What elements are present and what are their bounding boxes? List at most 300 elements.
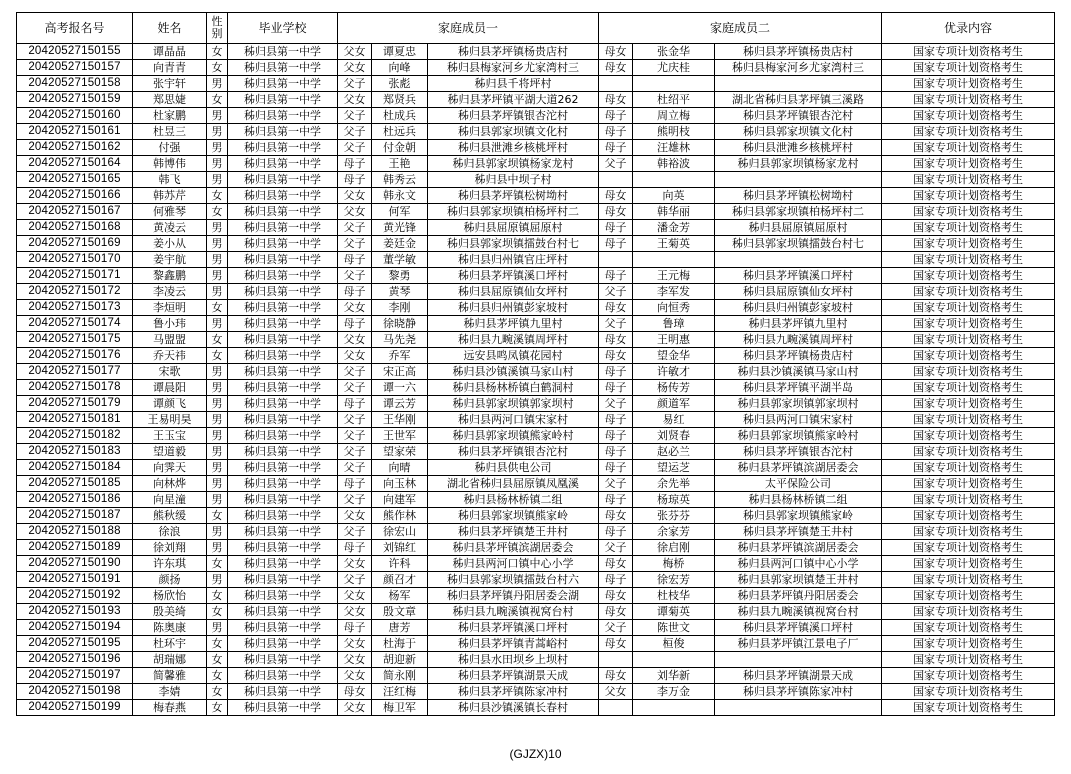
cell-member-two-address: 秭归县两河口镇中心小学 [715,556,882,572]
cell-student-name: 徐浪 [133,524,207,540]
cell-relation-two: 母子 [599,236,633,252]
cell-member-one-address: 秭归县郭家坝镇文化村 [428,124,599,140]
cell-member-one-name: 杜海于 [372,636,428,652]
table-row [17,348,1055,364]
cell-member-one-name: 徐晓静 [372,316,428,332]
cell-member-one-address: 秭归县茅坪镇溪口坪村 [428,620,599,636]
cell-student-name: 梅春燕 [133,700,207,716]
cell-member-one-name: 杜成兵 [372,108,428,124]
cell-relation-one: 母子 [338,284,372,300]
cell-member-two-name: 李万金 [633,684,715,700]
cell-sex: 女 [207,684,228,700]
table-row [17,156,1055,172]
cell-exam-id: 20420527150160 [17,108,133,124]
cell-school: 秭归县第一中学 [228,412,338,428]
cell-member-one-name: 徐宏山 [372,524,428,540]
cell-category: 国家专项计划资格考生 [882,124,1055,140]
cell-member-one-name: 杜远兵 [372,124,428,140]
cell-category: 国家专项计划资格考生 [882,700,1055,716]
cell-category: 国家专项计划资格考生 [882,76,1055,92]
cell-category: 国家专项计划资格考生 [882,156,1055,172]
cell-school: 秭归县第一中学 [228,700,338,716]
cell-member-one-address: 秭归县沙镇溪镇长春村 [428,700,599,716]
cell-exam-id: 20420527150169 [17,236,133,252]
cell-member-one-address: 秭归县茅坪镇滨湖居委会 [428,540,599,556]
cell-student-name: 韩飞 [133,172,207,188]
cell-exam-id: 20420527150185 [17,476,133,492]
cell-member-two-name: 陈世文 [633,620,715,636]
cell-sex: 男 [207,524,228,540]
cell-sex: 男 [207,220,228,236]
cell-sex: 女 [207,332,228,348]
cell-student-name: 王易明昊 [133,412,207,428]
cell-member-two-address: 秭归县郭家坝镇杨家龙村 [715,156,882,172]
table-row [17,428,1055,444]
cell-member-two-name: 刘贤春 [633,428,715,444]
cell-member-two-address: 秭归县屈原镇屈原村 [715,220,882,236]
cell-member-two-name: 余家芳 [633,524,715,540]
table-row [17,284,1055,300]
cell-relation-two: 父子 [599,620,633,636]
table-row [17,636,1055,652]
cell-school: 秭归县第一中学 [228,76,338,92]
cell-member-two-address: 秭归县杨林桥镇二组 [715,492,882,508]
cell-member-one-name: 韩永文 [372,188,428,204]
header-id: 高考报名号 [17,13,133,44]
cell-exam-id: 20420527150166 [17,188,133,204]
header-sex: 性别 [207,13,228,44]
cell-school: 秭归县第一中学 [228,444,338,460]
cell-school: 秭归县第一中学 [228,636,338,652]
cell-member-two-name: 赵必兰 [633,444,715,460]
cell-relation-two: 母子 [599,364,633,380]
cell-relation-one: 父子 [338,524,372,540]
cell-student-name: 付强 [133,140,207,156]
cell-member-one-name: 向玉林 [372,476,428,492]
table-row [17,556,1055,572]
table-row [17,524,1055,540]
cell-sex: 男 [207,108,228,124]
table-row [17,76,1055,92]
cell-student-name: 马盟盟 [133,332,207,348]
page-footer: (GJZX)10 [509,747,562,761]
cell-sex: 男 [207,124,228,140]
cell-relation-one: 父子 [338,364,372,380]
cell-relation-one: 父女 [338,188,372,204]
cell-student-name: 李凌云 [133,284,207,300]
cell-member-one-name: 张彪 [372,76,428,92]
table-row [17,572,1055,588]
cell-relation-two: 母女 [599,556,633,572]
cell-relation-two: 父子 [599,316,633,332]
table-row [17,540,1055,556]
cell-exam-id: 20420527150190 [17,556,133,572]
enrollment-table [16,12,1055,716]
cell-sex: 女 [207,604,228,620]
cell-member-two-name [633,76,715,92]
cell-exam-id: 20420527150159 [17,92,133,108]
cell-relation-one: 父女 [338,60,372,76]
cell-relation-two [599,252,633,268]
cell-category: 国家专项计划资格考生 [882,364,1055,380]
cell-member-one-address: 秭归县九畹溪镇周坪村 [428,332,599,348]
cell-relation-two: 母子 [599,428,633,444]
cell-relation-two: 父子 [599,540,633,556]
cell-member-one-name: 颜召才 [372,572,428,588]
cell-category: 国家专项计划资格考生 [882,268,1055,284]
cell-member-one-address: 秭归县梅家河乡尤家湾村三 [428,60,599,76]
cell-member-two-name [633,652,715,668]
cell-sex: 女 [207,92,228,108]
cell-member-two-name: 徐宏芳 [633,572,715,588]
cell-category: 国家专项计划资格考生 [882,668,1055,684]
cell-student-name: 望道毅 [133,444,207,460]
cell-student-name: 姜小从 [133,236,207,252]
table-row [17,508,1055,524]
cell-exam-id: 20420527150157 [17,60,133,76]
cell-member-two-address: 秭归县茅坪镇杨贵店村 [715,348,882,364]
cell-student-name: 韩苏芹 [133,188,207,204]
cell-member-two-name: 王元梅 [633,268,715,284]
cell-relation-one: 父女 [338,636,372,652]
cell-member-one-address: 秭归县茅坪镇楚王井村 [428,524,599,540]
cell-relation-two: 母女 [599,348,633,364]
cell-sex: 男 [207,492,228,508]
cell-school: 秭归县第一中学 [228,492,338,508]
cell-school: 秭归县第一中学 [228,108,338,124]
cell-school: 秭归县第一中学 [228,204,338,220]
table-row [17,652,1055,668]
header-category: 优录内容 [882,13,1055,44]
cell-exam-id: 20420527150186 [17,492,133,508]
cell-sex: 女 [207,60,228,76]
cell-student-name: 黎鑫鹏 [133,268,207,284]
cell-school: 秭归县第一中学 [228,604,338,620]
cell-exam-id: 20420527150198 [17,684,133,700]
cell-member-one-address: 秭归县屈原镇屈原村 [428,220,599,236]
cell-member-two-address: 秭归县郭家坝镇熊家岭 [715,508,882,524]
cell-relation-two: 母女 [599,508,633,524]
cell-member-two-address: 秭归县郭家坝镇熊家岭村 [715,428,882,444]
cell-member-one-name: 郑贤兵 [372,92,428,108]
cell-relation-one: 母子 [338,252,372,268]
cell-exam-id: 20420527150188 [17,524,133,540]
cell-student-name: 向林烨 [133,476,207,492]
cell-exam-id: 20420527150181 [17,412,133,428]
cell-relation-two: 母子 [599,572,633,588]
cell-category: 国家专项计划资格考生 [882,380,1055,396]
cell-member-one-address: 秭归县泄滩乡核桃坪村 [428,140,599,156]
cell-member-one-address: 秭归县茅坪镇九里村 [428,316,599,332]
cell-school: 秭归县第一中学 [228,252,338,268]
cell-member-one-name: 王艳 [372,156,428,172]
cell-category: 国家专项计划资格考生 [882,348,1055,364]
cell-member-one-address: 秭归县沙镇溪镇马家山村 [428,364,599,380]
cell-category: 国家专项计划资格考生 [882,252,1055,268]
cell-category: 国家专项计划资格考生 [882,44,1055,60]
cell-school: 秭归县第一中学 [228,572,338,588]
cell-member-one-address: 秭归县郭家坝镇擂鼓台村六 [428,572,599,588]
cell-exam-id: 20420527150158 [17,76,133,92]
table-row [17,604,1055,620]
cell-school: 秭归县第一中学 [228,220,338,236]
cell-exam-id: 20420527150195 [17,636,133,652]
cell-relation-two: 母子 [599,460,633,476]
cell-school: 秭归县第一中学 [228,540,338,556]
cell-relation-two: 父子 [599,284,633,300]
cell-member-two-name: 徐启刚 [633,540,715,556]
cell-relation-two [599,700,633,716]
cell-relation-two: 母子 [599,268,633,284]
cell-relation-two: 母子 [599,380,633,396]
cell-student-name: 宋歌 [133,364,207,380]
cell-sex: 男 [207,236,228,252]
cell-student-name: 谭晶晶 [133,44,207,60]
table-row [17,268,1055,284]
cell-member-two-name: 易红 [633,412,715,428]
cell-member-two-name: 杨传芳 [633,380,715,396]
cell-school: 秭归县第一中学 [228,156,338,172]
cell-category: 国家专项计划资格考生 [882,396,1055,412]
cell-exam-id: 20420527150193 [17,604,133,620]
cell-student-name: 乔天祎 [133,348,207,364]
cell-member-one-address: 秭归县茅坪镇杨贵店村 [428,44,599,60]
cell-category: 国家专项计划资格考生 [882,476,1055,492]
cell-category: 国家专项计划资格考生 [882,220,1055,236]
cell-member-one-name: 胡迎新 [372,652,428,668]
cell-relation-two: 母子 [599,444,633,460]
cell-student-name: 杜家鹏 [133,108,207,124]
cell-category: 国家专项计划资格考生 [882,684,1055,700]
cell-member-one-address: 秭归县屈原镇仙女坪村 [428,284,599,300]
cell-relation-one: 母子 [338,316,372,332]
cell-exam-id: 20420527150173 [17,300,133,316]
cell-relation-one: 父子 [338,140,372,156]
cell-member-one-name: 董学敏 [372,252,428,268]
table-row [17,220,1055,236]
cell-exam-id: 20420527150175 [17,332,133,348]
cell-category: 国家专项计划资格考生 [882,588,1055,604]
cell-member-two-name [633,252,715,268]
cell-sex: 男 [207,140,228,156]
cell-sex: 女 [207,556,228,572]
cell-category: 国家专项计划资格考生 [882,92,1055,108]
cell-school: 秭归县第一中学 [228,300,338,316]
cell-relation-two: 父女 [599,684,633,700]
cell-member-one-name: 殷文章 [372,604,428,620]
cell-school: 秭归县第一中学 [228,124,338,140]
cell-relation-one: 父女 [338,652,372,668]
cell-exam-id: 20420527150178 [17,380,133,396]
cell-member-one-name: 谭一六 [372,380,428,396]
cell-category: 国家专项计划资格考生 [882,188,1055,204]
cell-member-one-name: 王世军 [372,428,428,444]
cell-member-two-address: 秭归县九畹溪镇周坪村 [715,332,882,348]
cell-member-two-address [715,652,882,668]
cell-member-two-address: 秭归县茅坪镇丹阳居委会 [715,588,882,604]
cell-member-one-name: 韩秀云 [372,172,428,188]
cell-exam-id: 20420527150187 [17,508,133,524]
cell-school: 秭归县第一中学 [228,620,338,636]
cell-relation-two: 母子 [599,412,633,428]
cell-relation-two: 父子 [599,476,633,492]
cell-relation-two: 母女 [599,188,633,204]
cell-member-one-address: 秭归县郭家坝镇熊家岭 [428,508,599,524]
cell-member-two-name: 向恒秀 [633,300,715,316]
cell-school: 秭归县第一中学 [228,668,338,684]
cell-member-two-address: 秭归县茅坪镇溪口坪村 [715,268,882,284]
cell-school: 秭归县第一中学 [228,460,338,476]
cell-member-two-name: 韩裕波 [633,156,715,172]
cell-member-two-name: 梅桥 [633,556,715,572]
cell-member-one-address: 秭归县茅坪镇银杏沱村 [428,108,599,124]
cell-member-one-address: 秭归县郭家坝镇熊家岭村 [428,428,599,444]
cell-member-two-name: 杨琼英 [633,492,715,508]
cell-relation-one: 母子 [338,540,372,556]
cell-member-two-address: 太平保险公司 [715,476,882,492]
cell-member-one-address: 秭归县中坝子村 [428,172,599,188]
cell-relation-one: 父女 [338,508,372,524]
cell-member-one-name: 黎勇 [372,268,428,284]
table-row [17,684,1055,700]
cell-school: 秭归县第一中学 [228,332,338,348]
cell-member-two-name: 王菊英 [633,236,715,252]
cell-category: 国家专项计划资格考生 [882,540,1055,556]
cell-category: 国家专项计划资格考生 [882,108,1055,124]
cell-student-name: 姜宇航 [133,252,207,268]
cell-exam-id: 20420527150165 [17,172,133,188]
cell-member-one-name: 马先尧 [372,332,428,348]
cell-member-two-name: 桓俊 [633,636,715,652]
table-row [17,44,1055,60]
cell-student-name: 鲁小玮 [133,316,207,332]
cell-sex: 男 [207,172,228,188]
cell-category: 国家专项计划资格考生 [882,172,1055,188]
cell-member-two-address: 秭归县郭家坝镇楚王井村 [715,572,882,588]
cell-member-one-name: 宋正高 [372,364,428,380]
cell-member-two-address: 秭归县郭家坝镇郭家坝村 [715,396,882,412]
cell-member-one-name: 谭云芳 [372,396,428,412]
cell-member-two-name: 李军发 [633,284,715,300]
table-row [17,396,1055,412]
cell-member-two-address: 秭归县两河口镇宋家村 [715,412,882,428]
cell-school: 秭归县第一中学 [228,188,338,204]
cell-member-two-name: 余先举 [633,476,715,492]
cell-relation-one: 父女 [338,556,372,572]
cell-exam-id: 20420527150164 [17,156,133,172]
cell-member-two-name: 鲁璋 [633,316,715,332]
cell-member-one-address: 秭归县郭家坝镇郭家坝村 [428,396,599,412]
cell-member-one-address: 秭归县水田坝乡上坝村 [428,652,599,668]
cell-sex: 女 [207,588,228,604]
cell-exam-id: 20420527150199 [17,700,133,716]
cell-sex: 女 [207,204,228,220]
cell-member-one-name: 唐芳 [372,620,428,636]
table-body [17,44,1055,716]
cell-member-two-address: 秭归县茅坪镇银杏沱村 [715,444,882,460]
cell-relation-one: 父子 [338,412,372,428]
cell-relation-two: 母子 [599,524,633,540]
cell-relation-one: 父子 [338,76,372,92]
cell-member-one-address: 秭归县归州镇彭家坡村 [428,300,599,316]
cell-relation-one: 父女 [338,332,372,348]
cell-student-name: 徐刘翔 [133,540,207,556]
cell-sex: 男 [207,460,228,476]
cell-member-two-address: 秭归县茅坪镇楚王井村 [715,524,882,540]
cell-sex: 女 [207,700,228,716]
cell-member-one-name: 谭夏忠 [372,44,428,60]
cell-member-two-name: 望运芝 [633,460,715,476]
cell-relation-two: 母女 [599,204,633,220]
cell-member-one-name: 熊作林 [372,508,428,524]
cell-member-one-name: 黄琴 [372,284,428,300]
cell-member-one-address: 秭归县茅坪镇陈家冲村 [428,684,599,700]
cell-student-name: 杨欣怡 [133,588,207,604]
table-row [17,620,1055,636]
cell-relation-one: 父女 [338,92,372,108]
cell-sex: 男 [207,156,228,172]
cell-student-name: 向星潼 [133,492,207,508]
cell-sex: 男 [207,620,228,636]
cell-member-two-name: 杜绍平 [633,92,715,108]
cell-member-one-address: 秭归县郭家坝镇柏杨坪村二 [428,204,599,220]
cell-member-two-address [715,252,882,268]
cell-member-one-name: 黄光锋 [372,220,428,236]
cell-member-two-address: 秭归县茅坪镇银杏沱村 [715,108,882,124]
cell-member-two-address: 秭归县梅家河乡尤家湾村三 [715,60,882,76]
cell-sex: 男 [207,380,228,396]
cell-member-one-address: 秭归县郭家坝镇杨家龙村 [428,156,599,172]
cell-relation-two: 父子 [599,156,633,172]
cell-relation-two: 母子 [599,492,633,508]
cell-member-one-name: 许科 [372,556,428,572]
table-row [17,668,1055,684]
cell-school: 秭归县第一中学 [228,476,338,492]
cell-relation-one: 父子 [338,428,372,444]
cell-school: 秭归县第一中学 [228,556,338,572]
cell-student-name: 胡瑞娜 [133,652,207,668]
cell-member-two-name: 王明惠 [633,332,715,348]
cell-sex: 男 [207,396,228,412]
cell-member-two-address: 秭归县茅坪镇平湖半岛 [715,380,882,396]
cell-member-two-address: 秭归县茅坪镇滨湖居委会 [715,460,882,476]
cell-exam-id: 20420527150184 [17,460,133,476]
cell-member-two-name: 张金华 [633,44,715,60]
cell-member-one-address: 秭归县千将坪村 [428,76,599,92]
cell-member-one-name: 何军 [372,204,428,220]
cell-student-name: 向青青 [133,60,207,76]
cell-student-name: 颜扬 [133,572,207,588]
cell-member-two-name: 向英 [633,188,715,204]
cell-exam-id: 20420527150167 [17,204,133,220]
cell-member-one-name: 简永刚 [372,668,428,684]
cell-member-one-address: 秭归县郭家坝镇擂鼓台村七 [428,236,599,252]
cell-member-two-name: 刘华新 [633,668,715,684]
cell-exam-id: 20420527150168 [17,220,133,236]
cell-relation-one: 父女 [338,300,372,316]
cell-relation-two: 母女 [599,44,633,60]
cell-school: 秭归县第一中学 [228,284,338,300]
cell-member-one-name: 向建军 [372,492,428,508]
cell-member-two-name: 熊明枝 [633,124,715,140]
cell-relation-one: 父女 [338,668,372,684]
cell-student-name: 郑思婕 [133,92,207,108]
cell-member-two-address: 秭归县茅坪镇松树坳村 [715,188,882,204]
cell-member-one-address: 秭归县两河口镇宋家村 [428,412,599,428]
cell-sex: 男 [207,476,228,492]
cell-relation-two: 母子 [599,124,633,140]
cell-member-one-name: 汪红梅 [372,684,428,700]
